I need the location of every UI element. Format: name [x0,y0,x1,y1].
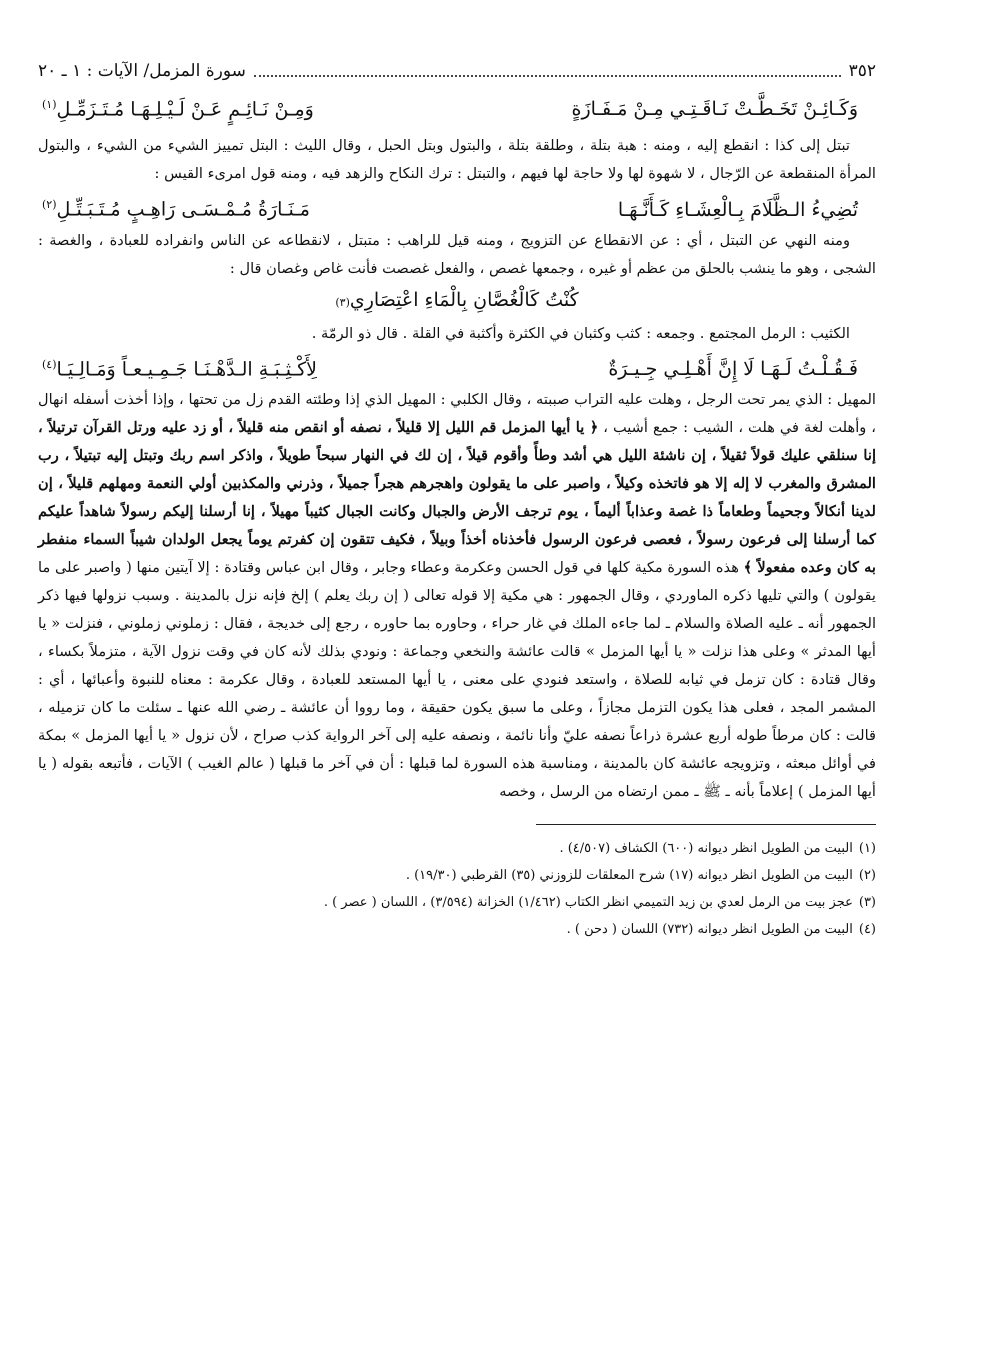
footnote-ref: (٣) [335,295,350,309]
verse-second-text: لِأَكْـثِـبَـةِ الـدَّهْـنَـا جَـمِـيـعـاً وَمَـالِـيَـا [56,357,317,380]
footnote-3 [38,889,876,916]
verse-second-hemistich [42,88,314,126]
surah-title: سورة المزمل/ الآيات : ١ ـ ٢٠ [38,61,246,81]
poem-verse-3 [38,283,876,320]
poem-verse-1 [38,88,876,126]
footnote-ref: (١) [42,98,57,111]
verse-first-hemistich: وَكَـائِـنْ تَخَـطَّـتْ نَـاقَـتِـي مِـنْ مَـفَـازَةٍ [571,98,858,121]
paragraph-tabattul: تبتل إلى كذا : انقطع إليه ، ومنه : هبة بتلة ، وطلقة بتلة ، والبتول وبتل الحبل ، وقال الليث : البتل تمييز الشيء من الشيء ، والبتول المرأة المنقطعة عن الرّجال ، لا شهوة لها ولا حاجة لها فيهم ، والتبتل : ترك النكاح والزهد فيه ، ومنه قول امرىء القيس : [38,137,876,183]
verse-second-text: مَـنَـارَةُ مُـمْـسَـى رَاهِـبٍ مُـتَـبَـتِّـلِ [56,198,310,221]
footnote-divider [536,824,876,825]
verse-single: كُنْتُ كَالْغُصَّانِ بِالْمَاءِ اعْتِصَارِي [349,288,579,311]
footnote-text: البيت من الطويل انظر ديوانه (٧٣٢) اللسان ( دحن ) . [566,921,853,937]
quran-verses: ﴿ يا أيها المزمل قم الليل إلا قليلاً ، نصفه أو انقص منه قليلاً ، أو زد عليه ورتل القرآن ترتيلاً ، إنا سنلقي عليك قولاً ثقيلاً ، إن ناشئة الليل هي أشد وطأً وأقوم قيلاً ، إن لك في النهار سبحاً طويلاً ، واذكر اسم ربك وتبتل إليه تبتيلاً ، رب المشرق والمغرب لا إله إلا هو فاتخذه وكيلاً ، واصبر على ما يقولون واهجرهم هجراً جميلاً ، وذرني والمكذبين أولي النعمة ومهلهم قليلاً ، إن لدينا أنكالاً وجحيماً وطعاماً ذا غصة وعذاباً أليماً ، يوم ترجف الأرض والجبال وكانت الجبال كثيباً مهيلاً ، إنا أرسلنا إليكم رسولاً شاهداً عليكم كما أرسلنا إلى فرعون رسولاً ، فعصى فرعون الرسول فأخذناه أخذاً وبيلاً ، فكيف تتقون إن كفرتم يوماً يجعل الولدان شيباً السماء منفطر به كان وعده مفعولاً ﴾ [38,418,876,576]
book-page [38,52,876,943]
verse-second-text: وَمِـنْ نَـائِـمٍ عَـنْ لَـيْـلِـهَـا مُـتَـزَمِّـلِ [56,98,314,121]
footnote-text: البيت من الطويل انظر ديوانه (٦٠٠) الكشاف (٤/٥٠٧) . [559,840,853,856]
poem-verse-2 [38,188,876,226]
footnote-2 [38,862,876,889]
tafsir-intro: المهيل : الذي يمر تحت الرجل ، وهلت عليه التراب صببته ، وقال الكلبي : المهيل الذي إذا وطئته القدم زل من تحتها ، وإذا أخذت أسفله انهال ، وأهلت لغة في هلت ، الشيب : جمع أشيب ، [38,390,876,436]
verse-first-hemistich: تُضِيءُ الـظَّلَامَ بِـالْعِشَـاءِ كَـأَنَّـهَـا [617,198,858,221]
footnote-1 [38,835,876,862]
poem-verse-4 [38,348,876,386]
footnote-ref: (٤) [42,357,57,371]
page-header [38,52,876,82]
footnote-ref: (٢) [42,198,57,212]
header-dotted-leader [254,74,841,77]
verse-second-hemistich [42,188,310,226]
footnote-4 [38,916,876,943]
tafsir-commentary: هذه السورة مكية كلها في قول الحسن وعكرمة وعطاء وجابر ، وقال ابن عباس وقتادة : إلا آيتين منها ( واصبر على ما يقولون ) والتي تليها ذكره الماوردي ، وقال الجمهور : هي مكية إلا قوله تعالى ( إن ربك يعلم ) إلخ فإنه نزل بالمدينة . وسبب نزولها فيها ذكر الجمهور أنه ـ عليه الصلاة والسلام ـ لما جاءه الملك في غار حراء ، وحاوره بما حاوره ، رجع إلى خديجة ، فقال : زملوني زملوني ، فنزلت « يا أيها المدثر » وعلى هذا نزلت « يا أيها المزمل » قالت عائشة والنخعي وجماعة : ونودي بذلك لأنه كان في وقت نزول الآية ، متزملاً بكساء ، وقال قتادة : كان تزمل في ثيابه للصلاة ، واستعد فنودي على معنى ، يا أيها المستعد للعبادة ، وقال عكرمة : معناه للنبوة وأعبائها ، أي : المشمر المجد ، فعلى هذا يكون التزمل مجازاً ، وعلى ما سبق يكون حقيقة ، وما رووا أن عائشة ـ رضي الله عنها ـ سئلت ما كان تزميله ، قالت : كان مرطاً طوله أربع عشرة ذراعاً نصفه عليّ وأنا نائمة ، ونصفه عليه إلى آخر الرواية كذب صراح ، لأن نزول « يا أيها المزمل » بمكة في أوائل مبعثه ، وتزويجه عائشة كان بالمدينة ، ومناسبة هذه السورة لما قبلها : أن في آخر ما قبلها ( عالم الغيب ) الآيات ، فأتبعه بقوله ( يا أيها المزمل ) إعلاماً بأنه ـ ﷺ ـ ممن ارتضاه من الرسل ، وخصه [38,558,876,800]
footnote-number: (٣) [858,894,876,910]
footnote-text: عجز بيت من الرمل لعدي بن زيد التميمي انظر الكتاب (١/٤٦٢) الخزانة (٣/٥٩٤) ، اللسان ( عصر ) . [323,894,853,910]
footnote-number: (٤) [858,921,876,937]
paragraph-nahy: ومنه النهي عن التبتل ، أي : عن الانقطاع عن التزويج ، ومنه قيل للراهب : متبتل ، لانقطاعه عن الناس وانفراده للعبادة ، والغصة : الشجى ، وهو ما ينشب بالحلق من عظم أو غيره ، وجمعها غصص ، والفعل غصصت فأنت غاص وغصان قال : [38,231,876,277]
footnote-number: (٢) [858,867,876,883]
page-number: ٣٥٢ [848,61,876,81]
paragraph-kathib: الكثيب : الرمل المجتمع . وجمعه : كثب وكثبان في الكثرة وأكثبة في القلة . قال ذو الرمّة . [311,324,850,342]
footnote-text: البيت من الطويل انظر ديوانه (١٧) شرح المعلقات للزوزني (٣٥) القرطبي (١٩/٣٠) . [405,867,853,883]
paragraph-tafsir [38,386,876,806]
verse-first-hemistich: فَـقُـلْـتُ لَـهَـا لَا إِنَّ أَهْـلِـي جِـيـرَةٌ [608,357,858,380]
verse-second-hemistich [42,348,317,386]
footnote-number: (١) [858,840,876,856]
